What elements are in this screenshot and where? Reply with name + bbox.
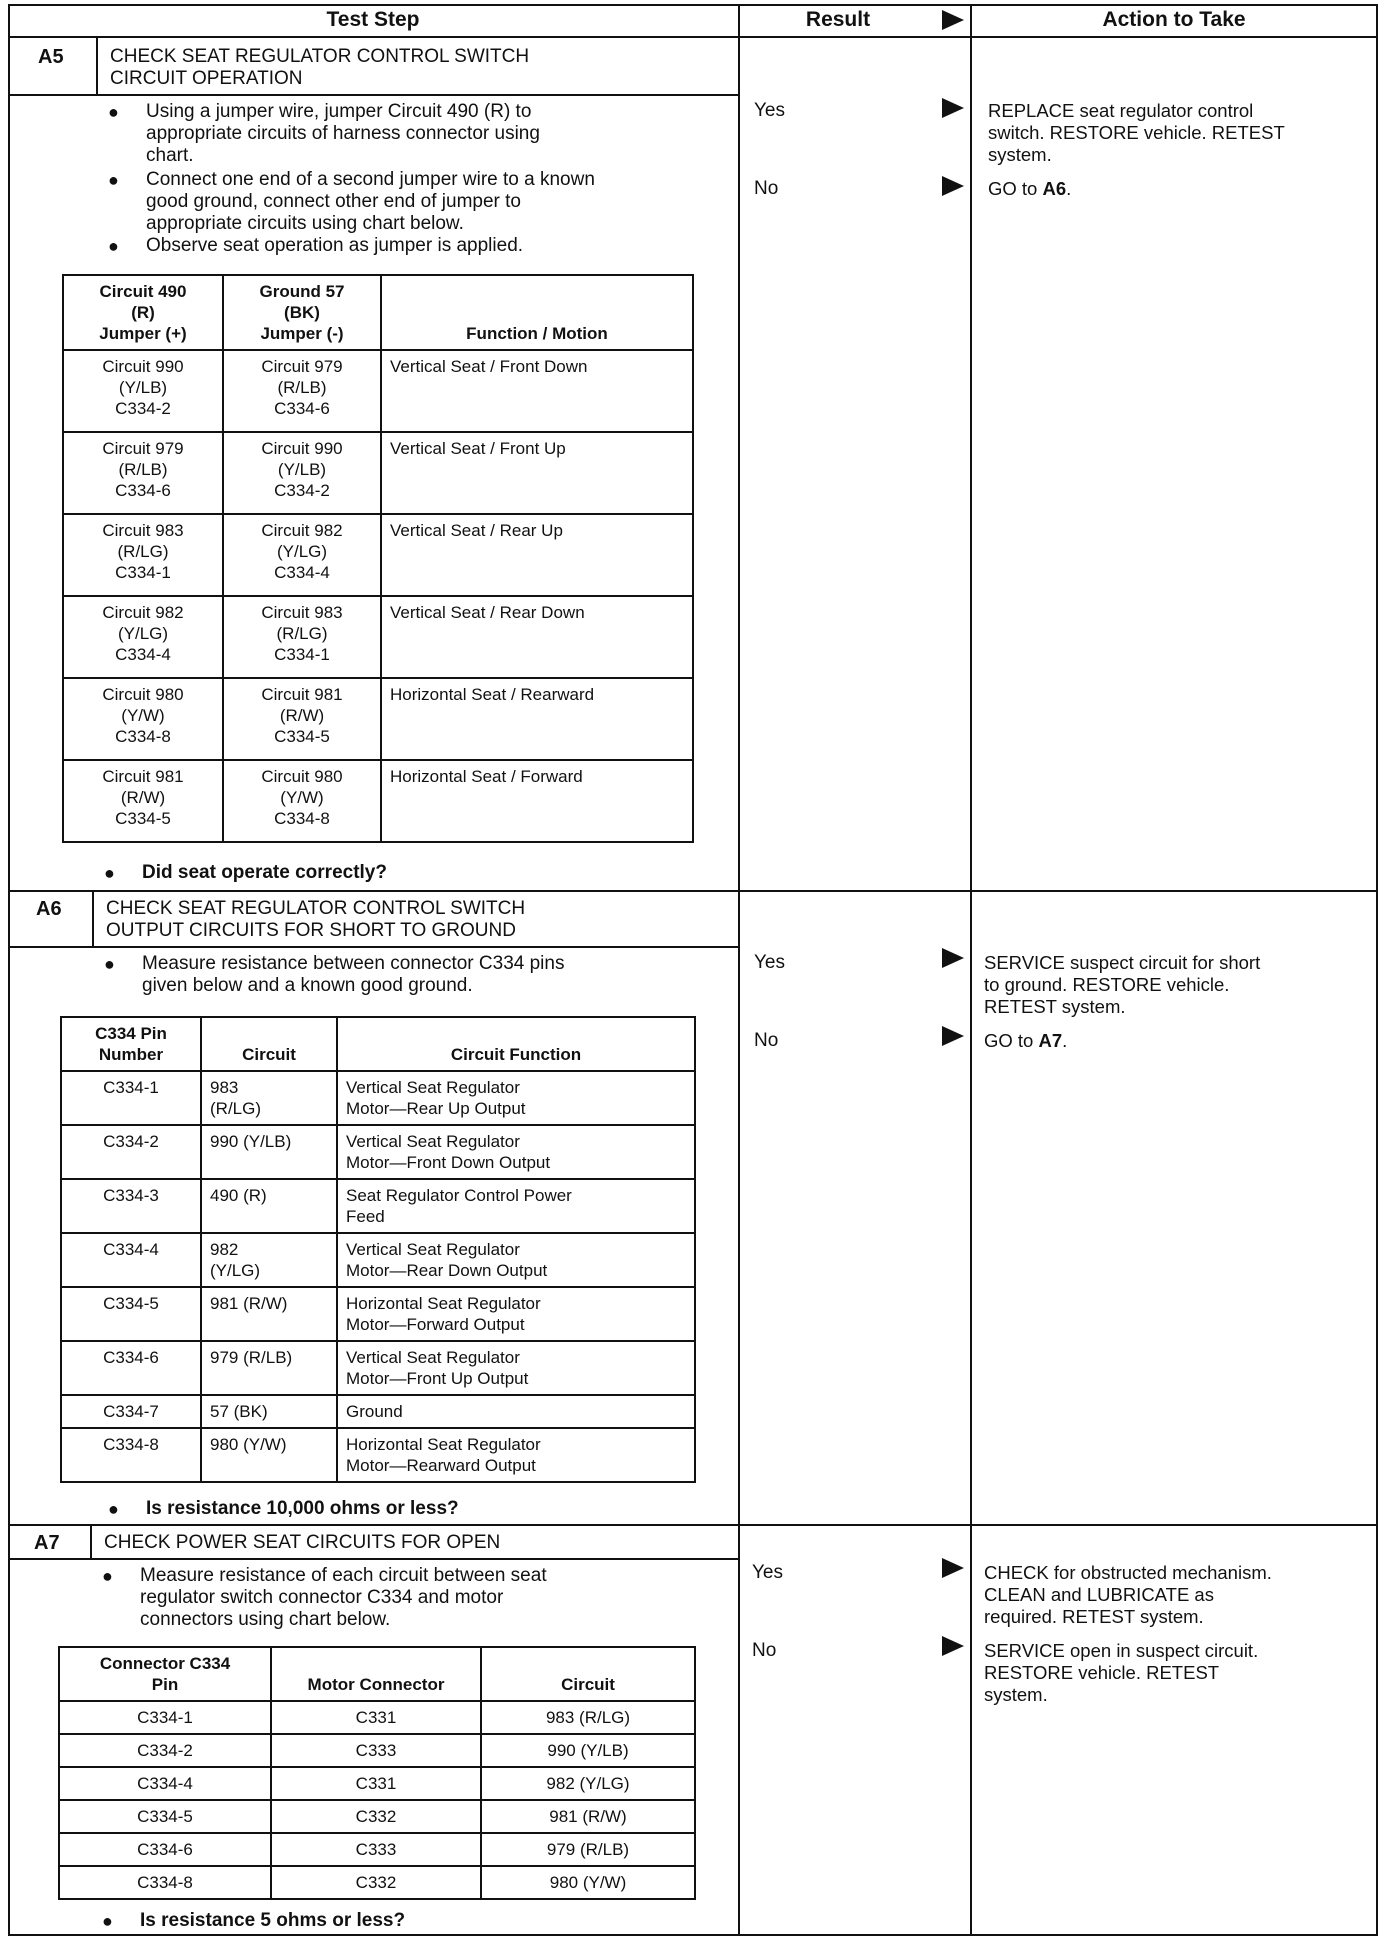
instruction-a6-1: ● Measure resistance between connector C334 pins given below and a known good ground. <box>104 953 565 996</box>
step-divider-a6 <box>8 890 1378 892</box>
column-header: Connector C334 Pin <box>59 1647 271 1701</box>
header-divider <box>8 36 1378 38</box>
column-header: Circuit 490 (R) Jumper (+) <box>63 275 223 350</box>
step-id-a7: A7 <box>34 1532 60 1554</box>
instruction-a5-1: ● Using a jumper wire, jumper Circuit 490 (R) to appropriate circuits of harness connector using chart. <box>108 101 540 166</box>
table-row: C334-7 57 (BK) Ground <box>61 1395 695 1428</box>
step-id-divider-a5 <box>96 36 98 94</box>
column-header: Circuit <box>481 1647 695 1701</box>
result-no-a6: No <box>754 1030 779 1051</box>
column-header: C334 Pin Number <box>61 1017 201 1071</box>
question-a6: ● Is resistance 10,000 ohms or less? <box>108 1498 459 1519</box>
table-header-row <box>61 1017 695 1071</box>
table-row: Circuit 981 (R/W) C334-5 Circuit 980 (Y/W) C334-8 Horizontal Seat / Forward <box>63 760 693 842</box>
column-header: Circuit <box>201 1017 337 1071</box>
step-title-divider-a5 <box>8 94 740 96</box>
table-row: C334-4 C331 982 (Y/LG) <box>59 1767 695 1800</box>
frame-left <box>8 4 10 1936</box>
table-row: C334-4 982 (Y/LG) Vertical Seat Regulator Motor—Rear Down Output <box>61 1233 695 1287</box>
action-yes-a5: REPLACE seat regulator control switch. RESTORE vehicle. RETEST system. <box>988 100 1285 165</box>
question-a5: ● Did seat operate correctly? <box>104 862 387 883</box>
header-action: Action to Take <box>1102 8 1246 31</box>
instruction-a5-3: ● Observe seat operation as jumper is applied. <box>108 235 524 256</box>
result-yes-a6: Yes <box>754 952 785 973</box>
step-title-divider-a7 <box>8 1558 740 1560</box>
table-row: Circuit 990 (Y/LB) C334-2 Circuit 979 (R/LB) C334-6 Vertical Seat / Front Down <box>63 350 693 432</box>
arrow-icon <box>942 1026 964 1046</box>
header-result: Result <box>805 8 871 31</box>
column-header: Ground 57 (BK) Jumper (-) <box>223 275 381 350</box>
table-row: Circuit 983 (R/LG) C334-1 Circuit 982 (Y/LG) C334-4 Vertical Seat / Rear Up <box>63 514 693 596</box>
column-header: Motor Connector <box>271 1647 481 1701</box>
table-row: C334-1 C331 983 (R/LG) <box>59 1701 695 1734</box>
step-title-a6: CHECK SEAT REGULATOR CONTROL SWITCH OUTPUT CIRCUITS FOR SHORT TO GROUND <box>106 898 526 941</box>
table-header-row <box>59 1647 695 1701</box>
column-header: Function / Motion <box>381 275 693 350</box>
step-title-a5: CHECK SEAT REGULATOR CONTROL SWITCH CIRCUIT OPERATION <box>110 46 530 89</box>
column-divider-action <box>970 4 972 1936</box>
diagnostic-page <box>8 4 1378 1936</box>
step-title-divider-a6 <box>8 946 740 948</box>
arrow-icon <box>942 948 964 968</box>
table-header-row <box>63 275 693 350</box>
table-row: C334-5 981 (R/W) Horizontal Seat Regulator Motor—Forward Output <box>61 1287 695 1341</box>
step-title-a7: CHECK POWER SEAT CIRCUITS FOR OPEN <box>104 1532 501 1553</box>
instruction-a7-1: ● Measure resistance of each circuit between seat regulator switch connector C334 and motor connectors using chart below. <box>102 1565 547 1630</box>
column-divider-result <box>738 4 740 1936</box>
step-divider-a7 <box>8 1524 1378 1526</box>
frame-bottom <box>8 1934 1378 1936</box>
result-no-a7: No <box>752 1640 777 1661</box>
pin-table-a6 <box>60 1016 696 1483</box>
table-row: Circuit 980 (Y/W) C334-8 Circuit 981 (R/W) C334-5 Horizontal Seat / Rearward <box>63 678 693 760</box>
table-row: C334-6 979 (R/LB) Vertical Seat Regulator Motor—Front Up Output <box>61 1341 695 1395</box>
table-row: C334-2 C333 990 (Y/LB) <box>59 1734 695 1767</box>
table-row: C334-1 983 (R/LG) Vertical Seat Regulator Motor—Rear Up Output <box>61 1071 695 1125</box>
table-row: C334-2 990 (Y/LB) Vertical Seat Regulator Motor—Front Down Output <box>61 1125 695 1179</box>
jumper-table-a5 <box>62 274 694 843</box>
table-row: C334-8 C332 980 (Y/W) <box>59 1866 695 1899</box>
arrow-icon <box>942 1558 964 1578</box>
arrow-icon <box>942 98 964 118</box>
table-row: C334-6 C333 979 (R/LB) <box>59 1833 695 1866</box>
instruction-a5-2: ● Connect one end of a second jumper wire to a known good ground, connect other end of jumper to appropriate circuits using chart below. <box>108 169 595 234</box>
action-no-a5: GO to A6. <box>988 178 1072 199</box>
table-row: C334-3 490 (R) Seat Regulator Control Power Feed <box>61 1179 695 1233</box>
table-row: C334-8 980 (Y/W) Horizontal Seat Regulator Motor—Rearward Output <box>61 1428 695 1482</box>
arrow-icon <box>942 176 964 196</box>
circuit-table-a7 <box>58 1646 696 1900</box>
step-id-divider-a6 <box>92 890 94 946</box>
header-arrow-icon <box>942 10 964 30</box>
table-row: Circuit 979 (R/LB) C334-6 Circuit 990 (Y/LB) C334-2 Vertical Seat / Front Up <box>63 432 693 514</box>
table-row: Circuit 982 (Y/LG) C334-4 Circuit 983 (R/LG) C334-1 Vertical Seat / Rear Down <box>63 596 693 678</box>
result-yes-a7: Yes <box>752 1562 783 1583</box>
question-a7: ● Is resistance 5 ohms or less? <box>102 1910 406 1931</box>
action-no-a6: GO to A7. <box>984 1030 1068 1051</box>
result-yes-a5: Yes <box>754 100 785 121</box>
action-yes-a6: SERVICE suspect circuit for short to ground. RESTORE vehicle. RETEST system. <box>984 952 1261 1017</box>
header-test-step: Test Step <box>326 8 420 31</box>
result-no-a5: No <box>754 178 779 199</box>
frame-top <box>8 4 1378 6</box>
step-id-a6: A6 <box>36 898 62 920</box>
frame-right <box>1376 4 1378 1936</box>
step-id-a5: A5 <box>38 46 64 68</box>
action-no-a7: SERVICE open in suspect circuit. RESTORE vehicle. RETEST system. <box>984 1640 1259 1705</box>
step-id-divider-a7 <box>90 1524 92 1558</box>
column-header: Circuit Function <box>337 1017 695 1071</box>
table-row: C334-5 C332 981 (R/W) <box>59 1800 695 1833</box>
action-yes-a7: CHECK for obstructed mechanism. CLEAN and LUBRICATE as required. RETEST system. <box>984 1562 1272 1627</box>
arrow-icon <box>942 1636 964 1656</box>
